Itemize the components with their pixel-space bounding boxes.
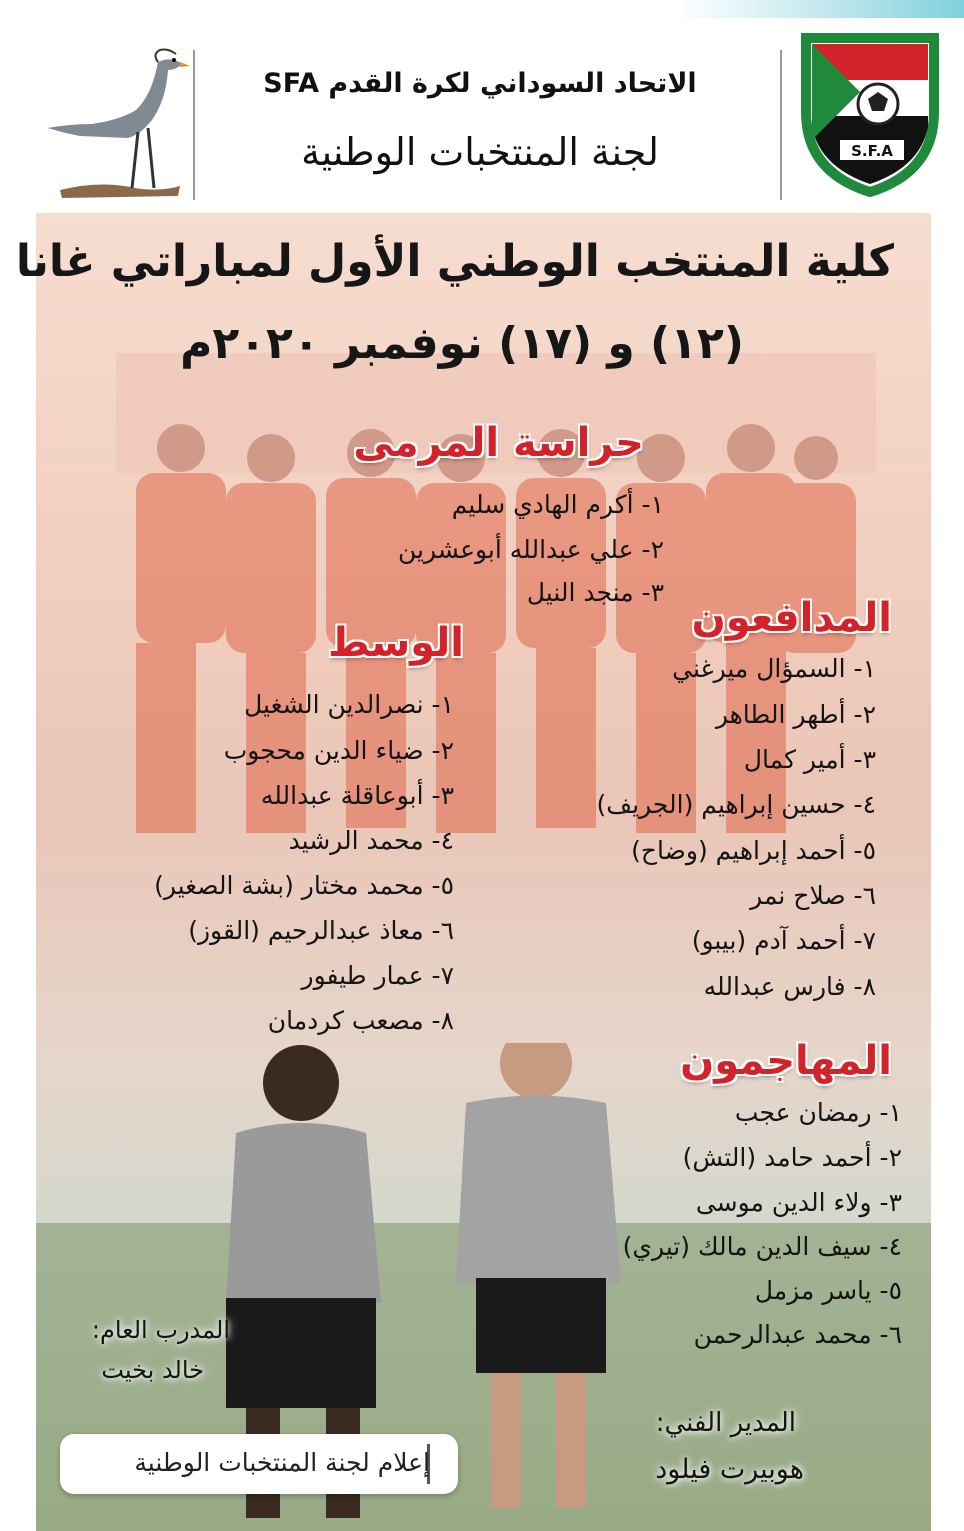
committee-name: لجنة المنتخبات الوطنية [301,130,659,174]
forward-item: ٤- سيف الدين مالك (تيري) [622,1232,902,1261]
defender-item: ٢- أطهر الطاهر [715,700,876,729]
squad-title-line2: (١٢) و (١٧) نوفمبر ٢٠٢٠م [180,318,744,369]
defender-item: ١- السمؤال ميرغني [672,654,876,683]
forward-item: ٦- محمد عبدالرحمن [693,1320,902,1349]
technical-director-label: المدير الفني: [655,1408,796,1438]
technical-director-name: هوبيرت فيلود [655,1454,804,1485]
footer-credit-box [60,1434,458,1494]
forward-item: ٢- أحمد حامد (التش) [682,1143,902,1172]
forward-item: ٥- ياسر مزمل [754,1276,902,1305]
forwards-heading: المهاجمون [680,1038,892,1084]
goalkeeper-item: ١- أكرم الهادي سليم [451,490,664,519]
forward-item: ١- رمضان عجب [734,1098,902,1127]
squad-title-line1: كلية المنتخب الوطني الأول لمباراتي غانا [15,236,894,287]
midfielder-item: ١- نصرالدين الشغيل [244,690,454,719]
midfielder-item: ٤- محمد الرشيد [288,826,454,855]
midfielders-heading: الوسط [328,620,464,666]
header-divider-left [193,50,195,200]
midfielder-item: ٣- أبوعاقلة عبدالله [260,781,454,810]
top-accent-bar [0,0,964,18]
midfielder-item: ٦- معاذ عبدالرحيم (القوز) [188,916,454,945]
general-coach-name: خالد بخيت [101,1356,204,1384]
footer-credit: إعلام لجنة المنتخبات الوطنية [134,1448,430,1477]
forward-item: ٣- ولاء الدين موسى [695,1188,902,1217]
general-coach-label: المدرب العام: [91,1316,230,1344]
defender-item: ٦- صلاح نمر [750,881,876,910]
goalkeeper-item: ٣- منجد النيل [526,578,664,607]
midfielder-item: ٢- ضياء الدين محجوب [223,736,454,765]
sfa-crest-icon [800,32,940,197]
defender-item: ٤- حسين إبراهيم (الجريف) [596,790,876,819]
midfielder-item: ٧- عمار طيفور [301,961,454,990]
header-divider-right [780,50,782,200]
org-name: الاتحاد السوداني لكرة القدم SFA [263,68,697,99]
defender-item: ٣- أمير كمال [743,745,876,774]
midfielder-item: ٥- محمد مختار (بشة الصغير) [154,871,454,900]
midfielder-item: ٨- مصعب كردمان [267,1006,454,1035]
defender-item: ٥- أحمد إبراهيم (وضاح) [631,836,876,865]
crest-label: S.F.A [851,142,893,160]
secretary-bird-icon [40,40,200,200]
defenders-heading: المدافعون [691,595,892,641]
goalkeepers-heading: حراسة المرمى [353,420,644,466]
defender-item: ٨- فارس عبدالله [703,972,876,1001]
goalkeeper-item: ٢- علي عبدالله أبوعشرين [398,535,664,564]
defender-item: ٧- أحمد آدم (بيبو) [691,926,876,955]
